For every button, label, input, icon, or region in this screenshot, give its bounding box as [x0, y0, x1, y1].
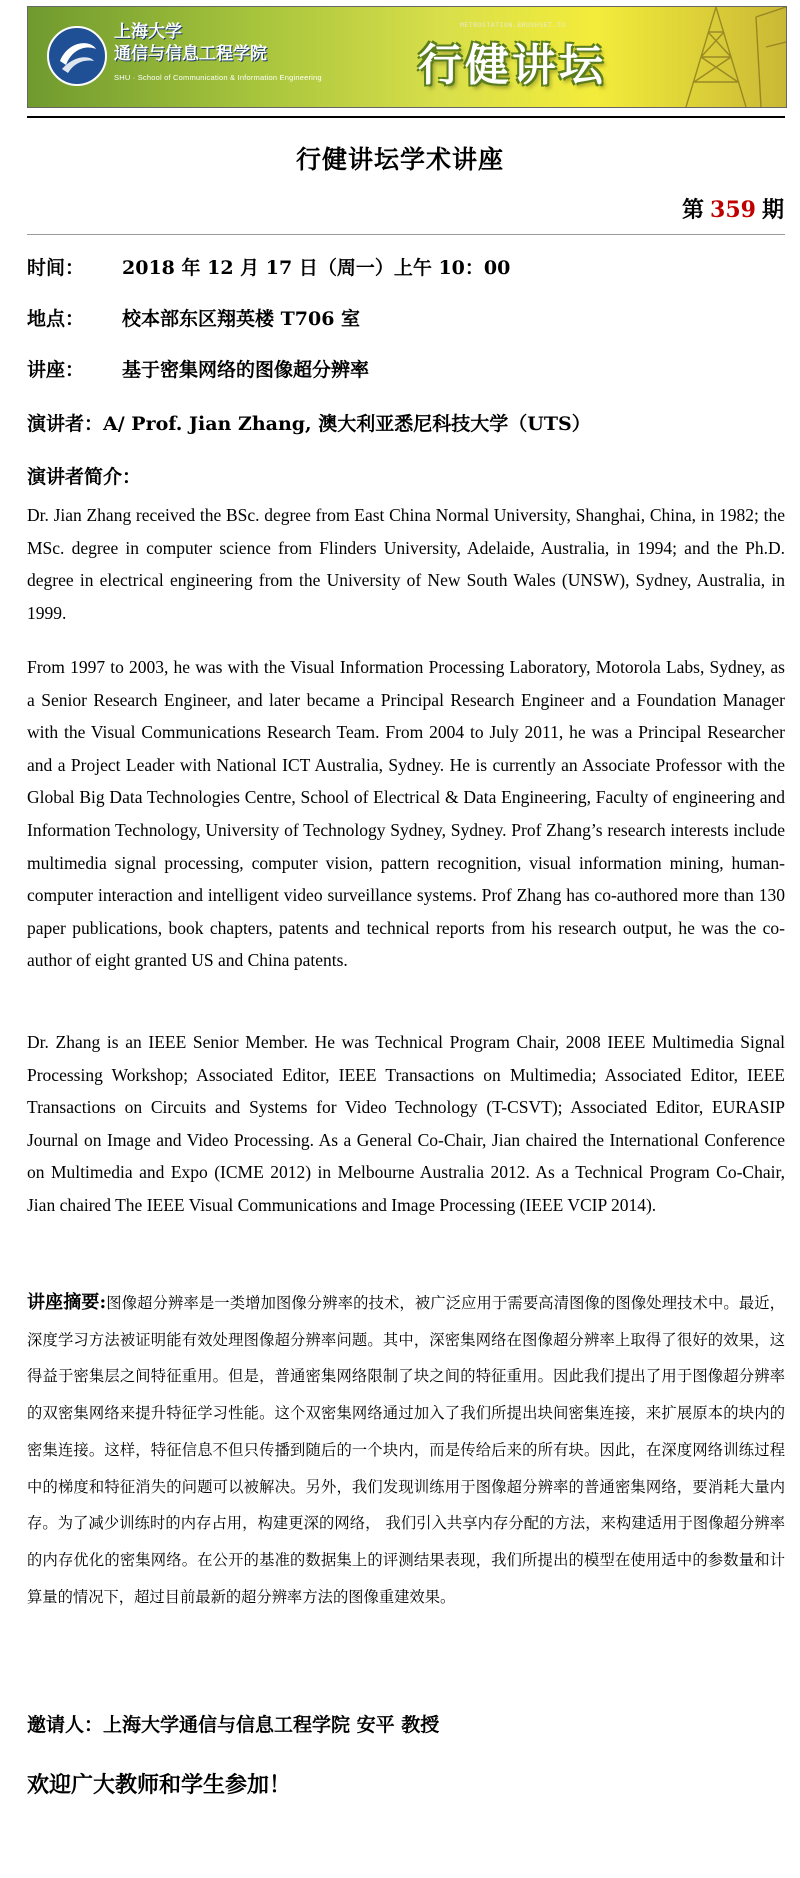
lecture-row — [27, 355, 369, 382]
header-divider — [27, 116, 785, 118]
school-name-en: SHU · School of Communication & Information Engineering — [114, 73, 322, 82]
tower-graphic-icon — [646, 7, 786, 107]
inviter-line: 邀请人：上海大学通信与信息工程学院 安平 教授 — [27, 1714, 440, 1736]
time-row — [27, 253, 510, 280]
abstract-text: 图像超分辨率是一类增加图像分辨率的技术，被广泛应用于需要高清图像的图像处理技术中。最近，深度学习方法被证明能有效处理图像超分辨率问题。其中，深密集网络在图像超分辨率上取得了很好的效果，这得益于密集层之间特征重用。但是，普通密集网络限制了块之间的特征重用。因此我们提出了用于图像超分辨率的双密集网络来提升特征学习性能。这个双密集网络通过加入了我们所提出块间密集连接，来扩展原本的块内的密集连接。这样，特征信息不但只传播到随后的一个块内，而是传给后来的所有块。因此，在深度网络训练过程中的梯度和特征消失的问题可以被解决。另外，我们发现训练用于图像超分辨率的普通密集网络，要消耗大量内存。为了减少训练时的内存占用，构建更深的网络， 我们引入共享内存分配的方法，来构建适用于图像超分辨率的内存优化的密集网络。在公开的基准的数据集上的评测结果表现，我们所提出的模型在使用适中的参数量和计算量的情况下，超过目前最新的超分辨率方法的图像重建效果。 — [27, 1294, 785, 1606]
bio-heading: 演讲者简介： — [27, 466, 142, 488]
welcome-message: 欢迎广大教师和学生参加！ — [27, 1772, 292, 1798]
abstract-section — [27, 1285, 785, 1615]
issue-number: 第 359 期 — [682, 197, 784, 223]
bio-paragraph-2: From 1997 to 2003, he was with the Visual Information Processing Laboratory, Motorola Labs, Sydney, as a Senior Research Engineer, and later became a Principal Research Engineer and a Foundation Manager with the Visual Communications Research Team. From 2004 to July 2011, he was a Principal Researcher and a Project Leader with National ICT Australia, Sydney. He is currently an Associate Professor with the Global Big Data Technologies Centre, School of Electrical & Data Engineering, Faculty of engineering and Information Technology, University of Technology Sydney, Sydney. Prof Zhang’s research interests include multimedia signal processing, computer vision, pattern recognition, visual information mining, human-computer interaction and intelligent video surveillance systems. Prof Zhang has co-authored more than 130 paper publications, book chapters, patents and technical reports from his research output, he was the co-author of eight granted US and China patents. — [27, 657, 785, 971]
bio-paragraph-3: Dr. Zhang is an IEEE Senior Member. He was Technical Program Chair, 2008 IEEE Multimedia Signal Processing Workshop; Associated Editor, IEEE Transactions on Multimedia; Associated Editor, IEEE Transactions on Circuits and Systems for Video Technology (T-CSVT); Associated Editor, EURASIP Journal on Image and Video Processing. As a General Co-Chair, Jian chaired the International Conference on Multimedia and Expo (ICME 2012) in Melbourne Australia 2012. As a Technical Program Co-Chair, Jian chaired The IEEE Visual Communications and Image Processing (IEEE VCIP 2014). — [27, 1032, 785, 1215]
issue-number-value: 359 — [710, 197, 756, 223]
place-label: 地点： — [27, 308, 85, 330]
speaker-row — [27, 409, 591, 436]
lecture-title: 基于密集网络的图像超分辨率 — [122, 359, 370, 381]
school-name: 通信与信息工程学院 — [114, 44, 267, 64]
abstract-label: 讲座摘要: — [27, 1292, 107, 1313]
university-logo-icon — [46, 25, 108, 87]
issue-divider — [27, 234, 785, 235]
speaker-value: A/ Prof. Jian Zhang, 澳大利亚悉尼科技大学（UTS） — [103, 413, 591, 435]
lecture-label: 讲座： — [27, 359, 85, 381]
place-value: 校本部东区翔英楼 T706 室 — [122, 308, 361, 330]
bio-paragraph-1: Dr. Jian Zhang received the BSc. degree from East China Normal University, Shanghai, China, in 1982; the MSc. degree in computer science from Flinders University, Adelaide, Australia, in 1994; and the Ph.D. degree in electrical engineering from the University of New South Wales (UNSW), Sydney, Australia, in 1999. — [27, 505, 785, 623]
banner-watermark: METROSTATION.BRUSHSET.TU — [460, 22, 566, 29]
place-row — [27, 304, 360, 331]
page-title: 行健讲坛学术讲座 — [295, 145, 504, 174]
banner-image — [27, 6, 787, 108]
university-name: 上海大学 通信与信息工程学院 — [114, 22, 267, 64]
speaker-label: 演讲者： — [27, 413, 104, 435]
time-label: 时间： — [27, 257, 85, 279]
forum-brand-title: 行健讲坛 — [418, 40, 606, 91]
time-value: 2018 年 12 月 17 日（周一）上午 10：00 — [122, 257, 511, 279]
